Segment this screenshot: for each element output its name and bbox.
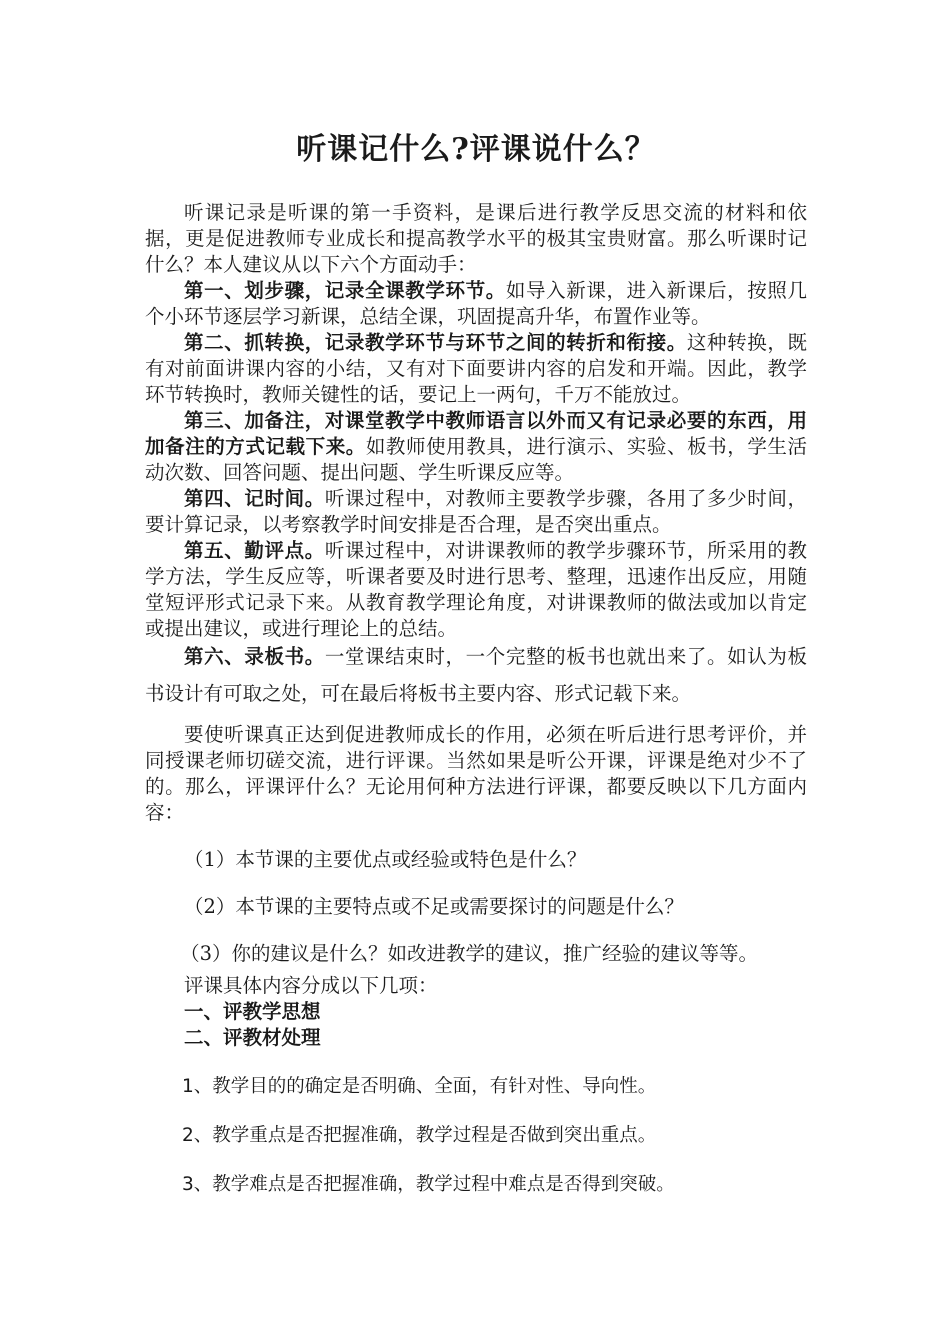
evaluation-paragraph: 要使听课真正达到促进教师成长的作用，必须在听后进行思考评价，并同授课老师切磋交流，进行评课。当然如果是听公开课，评课是绝对少不了的。那么，评课评什么？无论用何种方法进行评课，都要反映以下几方面内容： (145, 723, 807, 824)
question-2: （2）本节课的主要特点或不足或需要探讨的问题是什么？ (184, 895, 684, 918)
point-3 (145, 408, 807, 486)
document-body (145, 200, 807, 1198)
point-6 (145, 638, 807, 712)
numbered-item-1: 1、教学目的的确定是否明确、全面，有针对性、导向性。 (182, 1076, 657, 1097)
heading-material-handling: 二、评教材处理 (184, 1026, 321, 1049)
point-4 (145, 486, 807, 538)
page-title: 听课记什么?评课说什么？ (296, 132, 656, 167)
point-1-head: 第一、划步骤，记录全课教学环节。 (184, 279, 506, 302)
point-1 (145, 278, 807, 330)
point-5-text: 听课过程中，对讲课教师的教学步骤环节，所采用的教学方法，学生反应等，听课者要及时进行思考、整理，迅速作出反应，用随堂短评形式记录下来。从教育教学理论角度，对讲课教师的做法或加以肯定或提出建议，或进行理论上的总结。 (145, 539, 807, 640)
point-5 (145, 538, 807, 642)
point-4-text: 听课过程中，对教师主要教学步骤，各用了多少时间，要计算记录，以考察教学时间安排是否合理，是否突出重点。 (145, 487, 807, 536)
point-3-text: 如教师使用教具，进行演示、实验、板书，学生活动次数、回答问题、提出问题、学生听课反应等。 (145, 435, 807, 484)
point-1-text: 如导入新课，进入新课后，按照几个小环节逐层学习新课，总结全课，巩固提高升华，布置作业等。 (145, 279, 807, 328)
point-4-head: 第四、记时间。 (184, 487, 325, 510)
point-2-head: 第二、抓转换，记录教学环节与环节之间的转折和衔接。 (184, 331, 687, 354)
numbered-item-2: 2、教学重点是否把握准确，教学过程是否做到突出重点。 (182, 1125, 657, 1146)
point-2 (145, 330, 807, 408)
heading-teaching-thought: 一、评教学思想 (184, 1000, 321, 1023)
numbered-item-3: 3、教学难点是否把握准确，教学过程中难点是否得到突破。 (182, 1174, 675, 1195)
point-6-text: 一堂课结束时，一个完整的板书也就出来了。如认为板书设计有可取之处，可在最后将板书主要内容、形式记载下来。 (145, 645, 807, 705)
point-3-head: 第三、加备注，对课堂教学中教师语言以外而又有记录必要的东西，用加备注的方式记载下来。 (145, 409, 807, 458)
question-1: （1）本节课的主要优点或经验或特色是什么？ (184, 848, 587, 871)
point-5-head: 第五、勤评点。 (184, 539, 325, 562)
items-intro: 评课具体内容分成以下几项： (184, 974, 438, 997)
intro-paragraph: 听课记录是听课的第一手资料，是课后进行教学反思交流的材料和依据，更是促进教师专业成长和提高教学水平的极其宝贵财富。那么听课时记什么？本人建议从以下六个方面动手： (145, 201, 807, 276)
point-2-text: 这种转换，既有对前面讲课内容的小结，又有对下面要讲内容的启发和开端。因此，教学环节转换时，教师关键性的话，要记上一两句，千万不能放过。 (145, 331, 807, 406)
question-3: （3）你的建议是什么？如改进教学的建议，推广经验的建议等等。 (180, 942, 759, 965)
point-6-head: 第六、录板书。 (184, 645, 325, 668)
